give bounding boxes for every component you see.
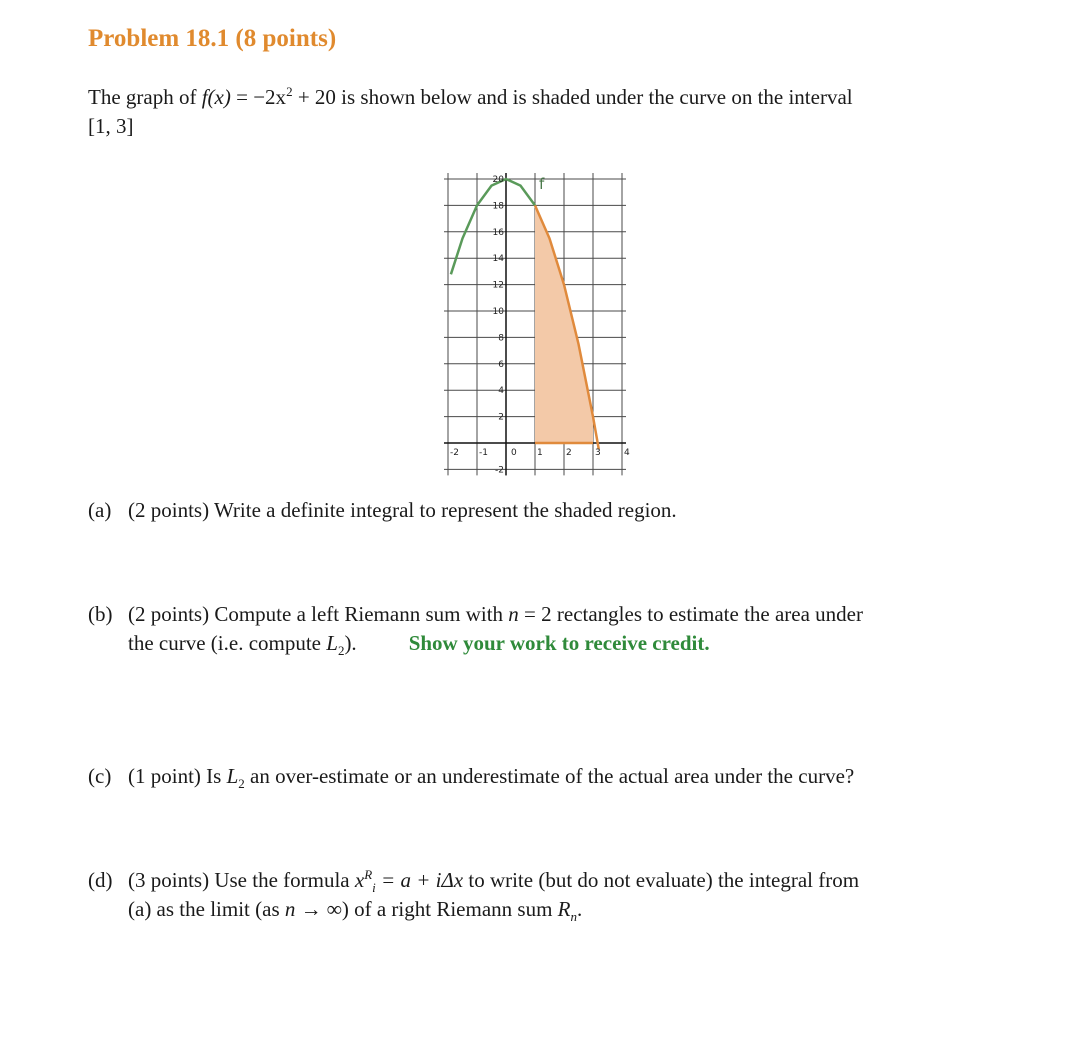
- y-tick-label: 12: [492, 280, 504, 291]
- show-work-note: Show your work to receive credit.: [408, 631, 710, 655]
- part-b-line2-end: ).: [344, 631, 357, 655]
- variable-L: L: [226, 764, 239, 788]
- y-tick-label: 14: [492, 254, 504, 265]
- x-tick-label: -1: [479, 448, 488, 458]
- part-d-line2-text-continued: ) of a right Riemann sum: [341, 897, 558, 921]
- subscript: n: [570, 909, 577, 925]
- part-c-label: (c): [88, 764, 112, 788]
- variable-n: n: [508, 602, 519, 626]
- part-b-line2: [88, 629, 988, 658]
- function-equation: = −2x: [230, 85, 287, 109]
- part-b-label: (b): [88, 602, 113, 626]
- exponent: 2: [286, 84, 293, 99]
- part-b-line2-text: the curve (i.e. compute: [128, 631, 327, 655]
- part-d-label: (d): [88, 868, 113, 892]
- y-tick-label: 6: [498, 359, 504, 370]
- x-tick-label: 2: [566, 448, 572, 458]
- part-d: [88, 866, 988, 924]
- y-tick-label: 8: [498, 333, 504, 344]
- intro-text: The graph of: [88, 85, 202, 109]
- part-d-text: (3 points) Use the formula: [128, 868, 355, 892]
- variable-R: R: [557, 897, 571, 921]
- y-tick-label: 2: [498, 412, 504, 423]
- function-name: f(x): [201, 85, 231, 109]
- x-tick-label: 1: [537, 448, 543, 458]
- problem-intro: [88, 83, 988, 141]
- part-b: [88, 600, 988, 658]
- part-d-text-continued: to write (but do not evaluate) the integral from: [463, 868, 860, 892]
- x-tick-label: -2: [450, 448, 459, 458]
- variable-L: L: [326, 631, 338, 655]
- part-d-line2: [88, 895, 988, 924]
- part-a-text: (2 points) Write a definite integral to represent the shaded region.: [128, 498, 677, 522]
- part-d-line2-text: (a) as the limit (as: [128, 897, 285, 921]
- y-tick-label: 16: [492, 227, 504, 238]
- part-b-text: (2 points) Compute a left Riemann sum with: [128, 602, 509, 626]
- y-tick-label: 4: [498, 386, 504, 397]
- period: .: [576, 897, 583, 921]
- formula: = a + iΔx: [375, 868, 464, 892]
- part-c: [88, 762, 988, 791]
- part-c-text-continued: an over-estimate or an underestimate of the actual area under the curve?: [244, 764, 855, 788]
- function-graph: [440, 160, 640, 476]
- y-tick-label: 10: [492, 307, 504, 317]
- interval: [1, 3]: [88, 114, 134, 138]
- x-tick-label: 3: [595, 448, 601, 458]
- subscript: 2: [337, 643, 345, 659]
- y-tick-label: 18: [492, 201, 504, 212]
- subscript: 2: [238, 776, 245, 792]
- curve-label: f: [539, 175, 545, 193]
- limit-expression: n → ∞: [284, 897, 342, 921]
- part-b-text-continued: = 2 rectangles to estimate the area under: [518, 602, 863, 626]
- x-tick-label: 4: [624, 448, 630, 458]
- intro-text-continued: + 20 is shown below and is shaded under the curve on the interval: [292, 85, 853, 109]
- superscript: R: [364, 867, 373, 882]
- part-a: [88, 496, 988, 525]
- part-c-text: (1 point) Is: [128, 764, 227, 788]
- subscript: i: [372, 880, 376, 896]
- x-tick-label: 0: [511, 448, 517, 458]
- y-tick-label: 20: [492, 175, 504, 185]
- variable-x: x: [354, 868, 365, 892]
- problem-title: Problem 18.1 (8 points): [88, 25, 337, 52]
- part-a-label: (a): [88, 498, 112, 522]
- y-tick-label: -2: [495, 465, 504, 476]
